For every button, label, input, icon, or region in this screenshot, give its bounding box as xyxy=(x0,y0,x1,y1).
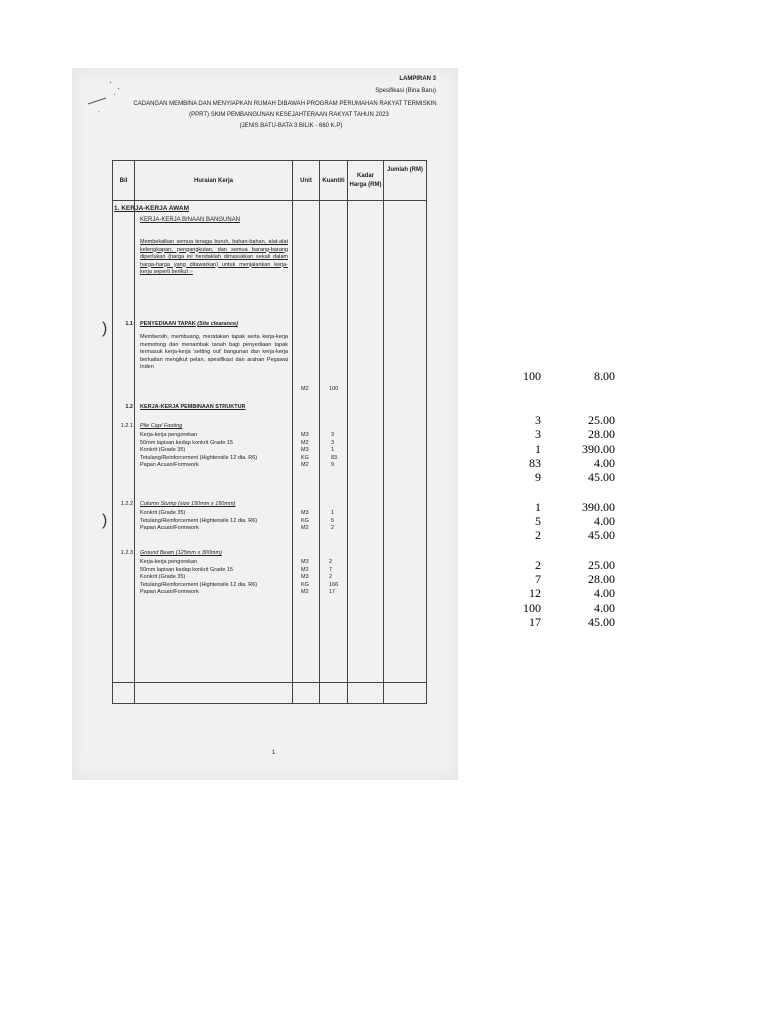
rate-text: 45.00 xyxy=(588,470,615,484)
col-header-bil: Bil xyxy=(113,161,135,201)
rate-text: 25.00 xyxy=(588,558,615,572)
rate-text: 390.00 xyxy=(582,442,615,456)
unit-value: KG xyxy=(301,517,309,524)
qty-values-1-2-3 xyxy=(329,559,338,597)
qty-text: 9 xyxy=(535,470,541,484)
spec-label: Spesifikasi (Bina Baru) xyxy=(375,88,436,94)
list-item: Kerja-kerja pengorekan xyxy=(140,432,198,438)
col-header-kadar: Kadar Harga (RM) xyxy=(348,161,384,201)
qty-value: 9 xyxy=(331,462,335,468)
rate-text: 28.00 xyxy=(588,427,615,441)
intro-paragraph: Membekalkan semua tenaga buruh, bahan-bahan, alat-alat kelengkapan, pengangkutan, dan semua barang-barang diperlukan (harga ini hendaklah dimasukkan sekali dalam harga-harga yang ditawarkan) untuk menjalankan kerja-kerja seperti berikut :- xyxy=(140,239,288,275)
qty-text: 100 xyxy=(523,369,541,383)
list-item: Papan Acuan/Formwork xyxy=(140,525,199,531)
qty-values-1-2-2 xyxy=(331,510,334,533)
list-item: Papan Acuan/Formwork xyxy=(140,462,199,468)
qty-values-1-2-1 xyxy=(331,432,337,470)
list-item: Tetulang/Reinforcement (Hightensile 12 dia. R6) xyxy=(140,454,258,461)
page-number: 1 xyxy=(272,750,276,756)
section-1-2-3-no: 1.2.3 xyxy=(120,550,133,556)
jumlah-column xyxy=(384,201,427,683)
list-item: Konkrit (Grade 35) xyxy=(140,510,186,516)
sub-title: KERJA-KERJA BINAAN BANGUNAN xyxy=(140,217,241,223)
qty-text: 12 xyxy=(529,586,541,600)
unit-value: KG xyxy=(301,454,309,461)
section-1-2-2-items xyxy=(140,510,257,533)
doc-title-line-2: (PPRT) SKIM PEMBANGUNAN KESEJAHTERAAN RAKYAT TAHUN 2023 xyxy=(189,112,389,118)
section-1-2-2-no: 1.2.2 xyxy=(120,501,133,507)
kuantiti-column xyxy=(320,201,348,683)
section-1-2-title: KERJA-KERJA PEMBINAAN STRUKTUR xyxy=(140,404,246,410)
section-1-2-2-title: Column Stump (size 150mm x 150mm) xyxy=(140,501,236,507)
list-item: Kerja-kerja pengorekan xyxy=(140,559,198,565)
list-item: Tetulang/Reinforcement (Hightensile 12 dia. R6) xyxy=(140,581,258,588)
unit-values-1-2-2 xyxy=(301,510,309,533)
section-1-title: 1. KERJA-KERJA AWAM xyxy=(114,205,190,212)
rate-text: 390.00 xyxy=(582,500,615,514)
qty-text: 1 xyxy=(535,500,541,514)
qty-text: 3 xyxy=(535,413,541,427)
kadar-column xyxy=(348,201,384,683)
qty-text: 100 xyxy=(523,601,541,615)
qty-value: 2 xyxy=(329,559,333,565)
section-1-2-3-title: Ground Beam (125mm x 300mm) xyxy=(140,550,222,556)
section-1-2-no: 1.2 xyxy=(125,404,133,410)
unit-value: M2 xyxy=(301,386,309,392)
unit-value: M2 xyxy=(301,525,309,531)
section-1-2-1-items xyxy=(140,432,257,470)
qty-value: 2 xyxy=(331,525,335,531)
unit-value: M3 xyxy=(301,510,309,516)
rate-text: 25.00 xyxy=(588,413,615,427)
rate-text: 4.00 xyxy=(594,586,615,600)
lampiran-label: LAMPIRAN 3 xyxy=(399,76,436,82)
qty-value: 83 xyxy=(331,454,338,461)
qty-value: 166 xyxy=(329,581,339,588)
qty-value: 7 xyxy=(329,566,333,573)
scanned-page xyxy=(72,68,458,780)
list-item: 50mm lapisan kedap konkrit Grade 15 xyxy=(140,439,233,446)
section-1-1-desc: Membersih, membuang, meratakan tapak serta kerja-kerja memotong dan menambak tanah bagi penyediaan tapak termasuk kerja-kerja 'setting out' bangunan dan kerja-kerja berkaitan mengikut pelan, spesifikasi dan arahan Pegawai Inden xyxy=(140,334,288,370)
unit-value: M3 xyxy=(301,432,309,438)
qty-value: 17 xyxy=(329,589,336,595)
binder-mark: ) xyxy=(102,320,108,337)
binder-mark: ) xyxy=(102,512,108,529)
doc-title-line-3: (JENIS BATU-BATA 3 BILIK - 660 K.P) xyxy=(239,123,343,129)
rate-text: 4.00 xyxy=(594,514,615,528)
qty-text: 1 xyxy=(535,442,541,456)
rate-text: 8.00 xyxy=(594,369,615,383)
col-header-unit: Unit xyxy=(293,161,320,201)
table-header-row xyxy=(113,161,427,201)
unit-value: M2 xyxy=(301,462,309,468)
section-1-2-3-items xyxy=(140,559,257,597)
rate-text: 28.00 xyxy=(588,572,615,586)
qty-text: 5 xyxy=(535,514,541,528)
unit-value: M3 xyxy=(301,574,309,580)
table-footer-row xyxy=(113,683,427,704)
list-item: Tetulang/Reinforcement (Hightensile 12 dia. R6) xyxy=(140,517,258,524)
rate-text: 45.00 xyxy=(588,615,615,629)
doc-title-line-1: CADANGAN MEMBINA DAN MENYIAPKAN RUMAH DIBAWAH PROGRAM PERUMAHAN RAKYAT TERMISKIN xyxy=(133,101,437,107)
list-item: Papan Acuan/Formwork xyxy=(140,589,199,595)
col-header-jumlah: Jumlah (RM) xyxy=(384,161,427,201)
unit-value: M3 xyxy=(301,447,309,453)
qty-value: 2 xyxy=(329,574,333,580)
section-1-2-1-no: 1.2.1 xyxy=(120,423,133,429)
unit-value: M2 xyxy=(301,566,309,573)
qty-value: 1 xyxy=(331,447,335,453)
unit-value: M3 xyxy=(301,559,309,565)
col-header-kuantiti: Kuantiti xyxy=(320,161,348,201)
qty-value: 3 xyxy=(331,432,335,438)
rate-text: 4.00 xyxy=(594,456,615,470)
qty-text: 2 xyxy=(535,528,541,542)
rate-text: 45.00 xyxy=(588,528,615,542)
qty-value: 5 xyxy=(331,517,335,524)
section-1-1-title: PENYEDIAAN TAPAK (Site clearance) xyxy=(140,321,238,327)
qty-text: 7 xyxy=(535,572,541,586)
section-1-2-1-title: Pile Cap/ Footing xyxy=(140,423,183,429)
huraian-column xyxy=(135,201,293,683)
list-item: Konkrit (Grade 35) xyxy=(140,574,186,580)
qty-value: 1 xyxy=(331,510,335,516)
qty-value: 100 xyxy=(329,386,339,392)
qty-text: 17 xyxy=(529,615,541,629)
col-header-huraian: Huraian Kerja xyxy=(135,161,293,201)
scan-dot: . xyxy=(98,108,100,114)
unit-values-1-2-1 xyxy=(301,432,309,470)
unit-value: M2 xyxy=(301,439,309,446)
qty-text: 83 xyxy=(529,456,541,470)
qty-value: 3 xyxy=(331,439,335,446)
unit-column xyxy=(293,201,320,683)
qty-text: 2 xyxy=(535,558,541,572)
unit-value: KG xyxy=(301,581,309,588)
list-item: Konkrit (Grade 35) xyxy=(140,447,186,453)
rate-text: 4.00 xyxy=(594,601,615,615)
unit-value: M2 xyxy=(301,589,309,595)
section-1-1-no: 1.1 xyxy=(125,321,133,327)
bill-of-quantities-table xyxy=(112,160,427,704)
list-item: 50mm lapisan kedap konkrit Grade 15 xyxy=(140,566,233,573)
unit-values-1-2-3 xyxy=(301,559,309,597)
table-body-row xyxy=(113,201,427,683)
qty-text: 3 xyxy=(535,427,541,441)
